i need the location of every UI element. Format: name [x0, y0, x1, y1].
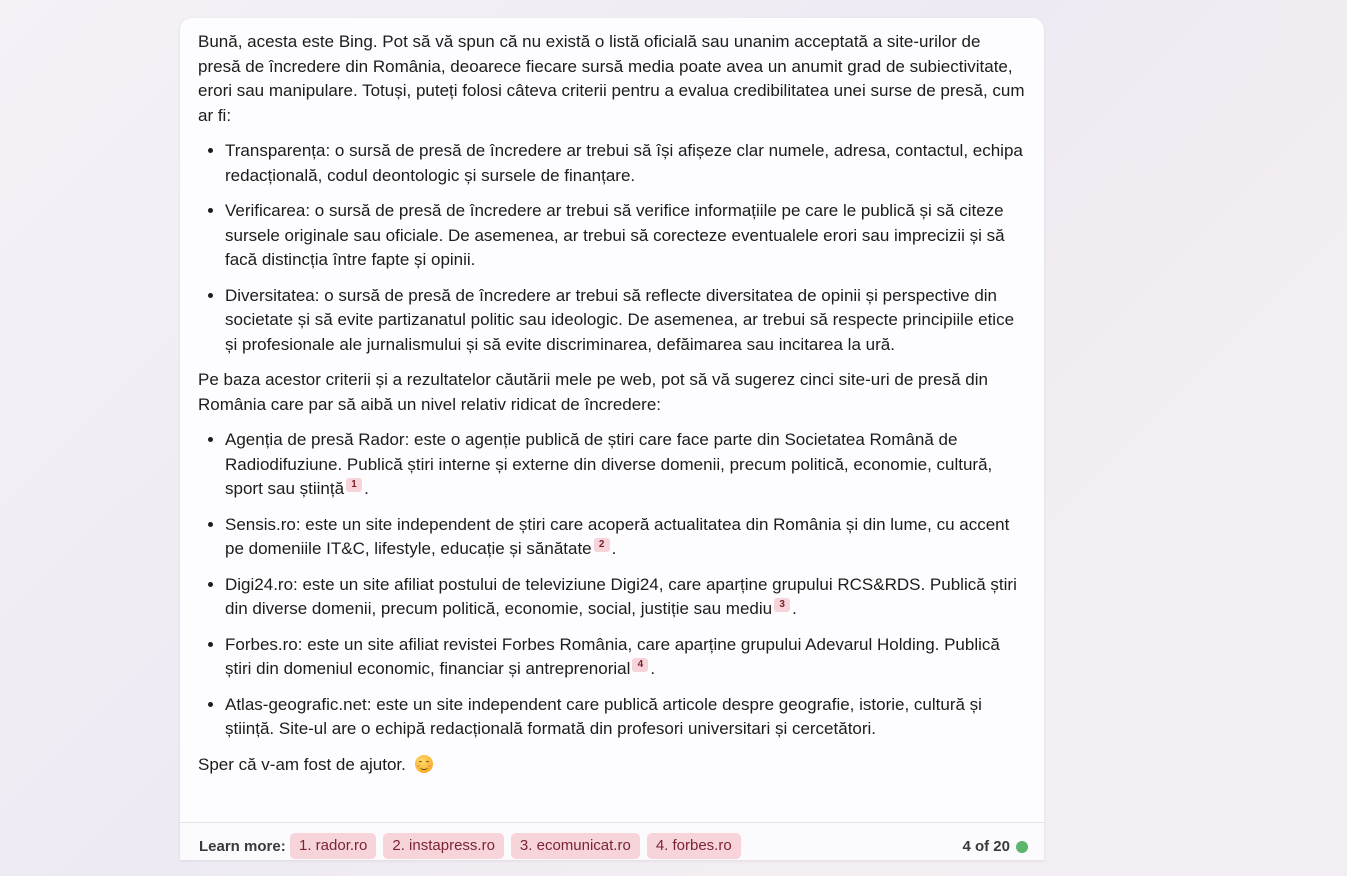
- site-item-text: Atlas-geografic.net: este un site independent care publică articole despre geografie, istorie, cultură și știință. Site-ul are o echipă redacțională formată din profesori universitari și cercetători.: [225, 694, 982, 738]
- site-item-end: .: [792, 599, 797, 618]
- site-item-end: .: [611, 539, 617, 558]
- response-content: [180, 18, 1044, 777]
- closing-text: Sper că v-am fost de ajutor.: [198, 754, 406, 774]
- site-item-text: Forbes.ro: este un site afiliat revistei Forbes România, care aparține grupului Adevarul Holding. Publică știri din domeniul economic, financiar și antreprenorial: [225, 634, 1000, 678]
- learn-more-label: Learn more:: [199, 838, 286, 855]
- criteria-item: • Verificarea: o sursă de presă de încredere ar trebui să verifice informațiile pe care le publică și să citeze sursele originale sau oficiale. De asemenea, ar trebui să corecteze eventualele erori sau imprecizii și să facă distincția între fapte și opinii.: [225, 199, 1026, 273]
- citation-badge[interactable]: 2: [594, 538, 610, 552]
- criteria-item: • Transparența: o sursă de presă de încredere ar trebui să își afișeze clar numele, adresa, contactul, echipa redacțională, codul deontologic și sursele de finanțare.: [225, 139, 1026, 188]
- citation-badge[interactable]: 1: [346, 478, 362, 492]
- site-item: [225, 693, 1026, 742]
- site-item-end: .: [650, 659, 656, 678]
- site-item: [225, 428, 1026, 502]
- site-item: [225, 633, 1026, 682]
- chat-response-card: [180, 18, 1044, 860]
- site-item: [225, 573, 1026, 622]
- site-item-text: Digi24.ro: este un site afiliat postului de televiziune Digi24, care aparține grupului RCS&RDS. Publică știri din diverse domenii, precum politică, economie, social, justiție sau mediu: [225, 574, 1017, 618]
- criteria-list: [198, 139, 1026, 357]
- turn-counter-text: 4 of 20: [962, 838, 1010, 855]
- citation-badge[interactable]: 4: [632, 658, 648, 672]
- source-link-rador[interactable]: 1. rador.ro: [290, 833, 376, 859]
- criteria-item: • Diversitatea: o sursă de presă de încredere ar trebui să reflecte diversitatea de opinii și perspective din societate și să evite partizanatul politic sau ideologic. De asemenea, ar trebui să respecte principiile etice și profesionale ale jurnalismului și să evite discriminarea, defăimarea sau incitarea la ură.: [225, 284, 1026, 358]
- citation-badge[interactable]: 3: [774, 598, 790, 612]
- source-link-ecomunicat[interactable]: 3. ecomunicat.ro: [511, 833, 640, 859]
- learn-more-footer: [180, 822, 1044, 860]
- turn-counter: [962, 838, 1028, 855]
- sites-list: [198, 428, 1026, 742]
- status-dot-icon: [1016, 841, 1028, 853]
- source-links: [290, 833, 741, 859]
- site-item-text: Sensis.ro: este un site independent de știri care acoperă actualitatea din România și din lume, cu accent pe domeniile IT&C, lifestyle, educație și sănătate: [225, 514, 1010, 558]
- site-item-text: Agenția de presă Rador: este o agenție publică de știri care face parte din Societatea Română de Radiodifuziune. Publică știri interne și externe din diverse domenii, precum politică, economie, cultură, sport sau știință: [225, 430, 993, 498]
- site-item: [225, 513, 1026, 562]
- sites-intro-paragraph: Pe baza acestor criterii și a rezultatelor căutării mele pe web, pot să vă sugerez cinci site-uri de presă din România care par să aibă un nivel relativ ridicat de încredere:: [198, 370, 988, 414]
- source-link-forbes[interactable]: 4. forbes.ro: [647, 833, 741, 859]
- site-item-end: .: [364, 479, 369, 498]
- source-link-instapress[interactable]: 2. instapress.ro: [383, 833, 504, 859]
- smiling-face-emoji-icon: [415, 755, 433, 773]
- intro-paragraph: Bună, acesta este Bing. Pot să vă spun că nu există o listă oficială sau unanim acceptată a site-urilor de presă de încredere din România, deoarece fiecare sursă media poate avea un anumit grad de subiectivitate, erori sau manipulare. Totuși, puteți folosi câteva criterii pentru a evalua credibilitatea unei surse de presă, cum ar fi:: [198, 32, 1025, 125]
- closing-paragraph: [198, 753, 1026, 778]
